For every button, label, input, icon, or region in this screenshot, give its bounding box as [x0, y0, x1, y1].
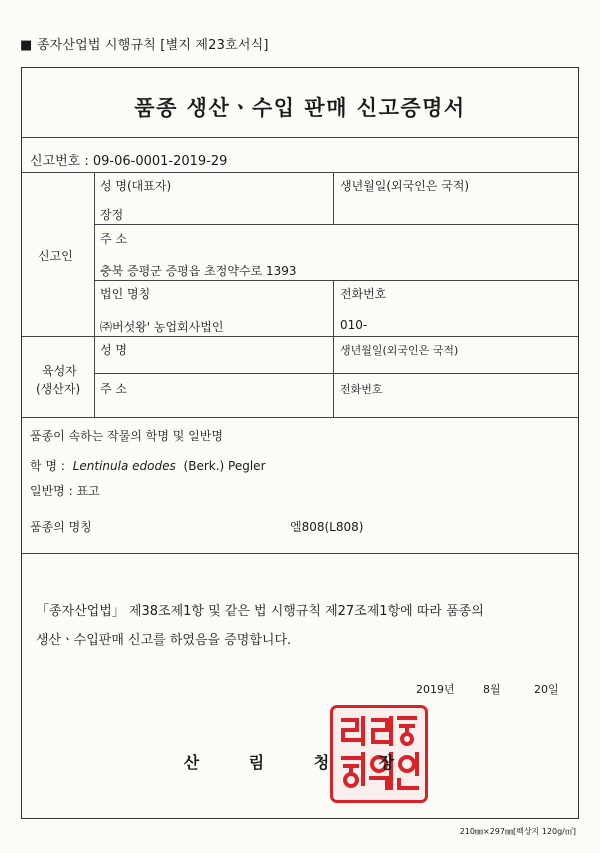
divider-breeder-middle — [333, 336, 334, 417]
paper-spec-footer: 210㎜×297㎜[백상지 120g/㎡] — [459, 827, 576, 836]
divider-breeder-species — [22, 417, 578, 418]
breeder-section-label: 육성자 — [42, 364, 77, 378]
variety-name-label: 품종의 명칭 — [30, 520, 92, 534]
divider-declarant-phone — [333, 280, 334, 336]
scientific-name-row — [30, 457, 266, 474]
divider-breeder-name-row — [94, 373, 578, 374]
report-number: 신고번호 : 09-06-0001-2019-29 — [30, 154, 228, 169]
form-reference-note: ■ 종자산업법 시행규칙 [별지 제23호서식] — [20, 38, 269, 53]
declarant-birth-label: 생년월일(외국인은 국적) — [340, 179, 470, 193]
declarant-section-label: 신고인 — [38, 249, 73, 263]
divider-declarant-address-row — [94, 280, 578, 281]
declarant-name-label: 성 명(대표자) — [100, 179, 172, 193]
variety-name-value: 엘808(L808) — [290, 520, 364, 534]
declarant-name-value: 장정 — [100, 208, 124, 222]
declarant-phone-label: 전화번호 — [340, 287, 387, 301]
scientific-name-author: (Berk.) Pegler — [183, 459, 266, 473]
divider-declarant-middle — [333, 172, 334, 224]
declarant-address-value: 충북 증평군 증평읍 초정약수로 1393 — [100, 264, 297, 278]
common-name: 일반명 : 표고 — [30, 484, 100, 498]
breeder-birth-label: 생년월일(외국인은 국적) — [340, 344, 459, 357]
statement-line-2: 생산ㆍ수입판매 신고를 하였음을 증명합니다. — [36, 633, 292, 648]
declarant-corp-value: ㈜버섯왕' 농업회사법인 — [100, 320, 224, 334]
scientific-name-label: 학 명 : — [30, 459, 65, 473]
date-day: 20일 — [534, 683, 559, 696]
divider-species-statement — [22, 553, 578, 554]
breeder-section-sublabel: (생산자) — [36, 382, 81, 396]
declarant-address-label: 주 소 — [100, 232, 127, 246]
divider-declarant-name-row — [94, 224, 578, 225]
declarant-corp-label: 법인 명칭 — [100, 287, 151, 301]
declarant-phone-value: 010- — [340, 318, 368, 332]
date-month: 8월 — [483, 683, 501, 696]
breeder-name-label: 성 명 — [100, 343, 127, 357]
breeder-phone-label: 전화번호 — [340, 383, 383, 396]
statement-line-1: 「종자산업법」 제38조제1항 및 같은 법 시행규칙 제27조제1항에 따라 품종의 — [36, 604, 484, 619]
document-title: 품종 생산ㆍ수입 판매 신고증명서 — [134, 96, 466, 120]
divider-left-label-column — [94, 172, 95, 417]
scientific-name-genus: Lentinula edodes — [72, 459, 176, 473]
species-heading: 품종이 속하는 작물의 학명 및 일반명 — [30, 429, 223, 443]
issuer-signature: 산 림 청 장 — [183, 753, 417, 772]
divider-under-report-number — [22, 172, 578, 173]
divider-under-title — [22, 137, 578, 138]
divider-declarant-breeder — [22, 336, 578, 337]
date-year: 2019년 — [416, 683, 455, 696]
breeder-address-label: 주 소 — [100, 382, 127, 396]
